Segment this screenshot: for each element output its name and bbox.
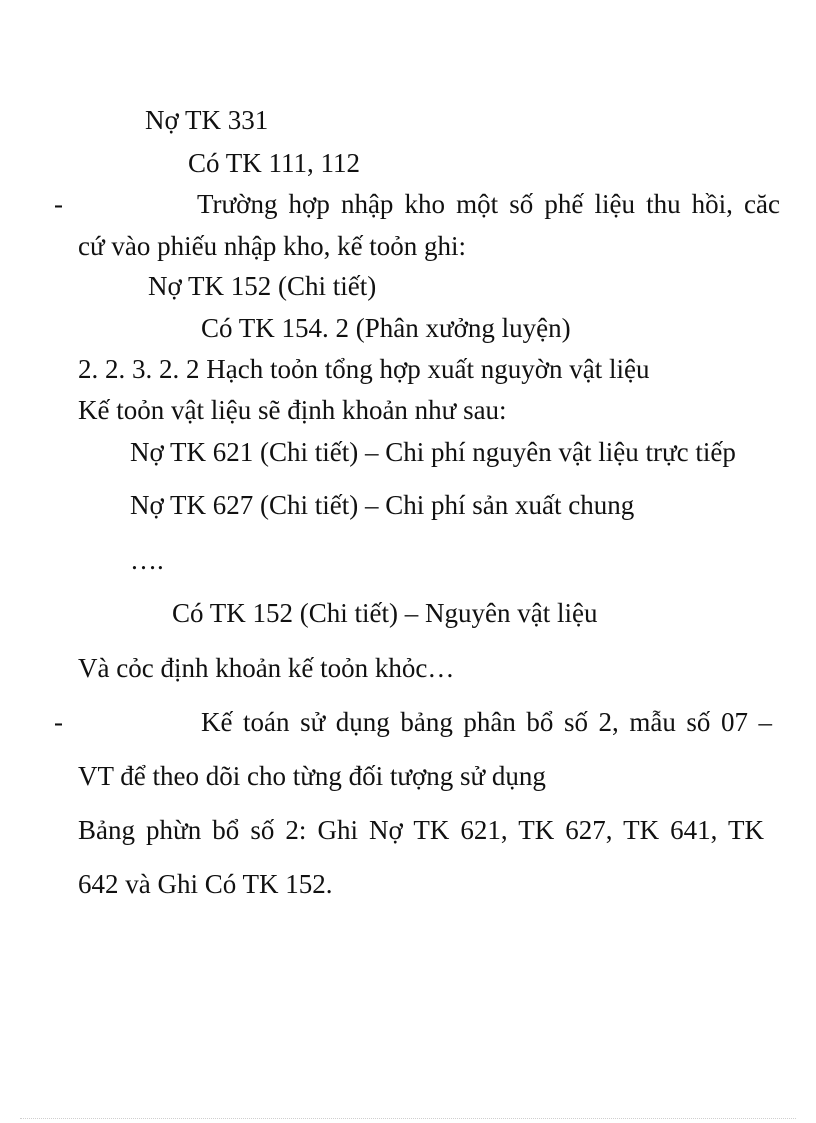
bullet-dash-2: - <box>54 707 63 737</box>
entry-credit-152: Có TK 152 (Chi tiết) – Nguyên vật liệu <box>172 598 598 628</box>
entry-credit-111-112: Có TK 111, 112 <box>188 148 361 178</box>
entry-debit-627: Nợ TK 627 (Chi tiết) – Chi phí sản xuất chung <box>130 490 635 520</box>
page-bottom-divider <box>20 1118 796 1119</box>
bullet-dash: - <box>54 189 63 219</box>
section-heading-2-2-3-2-2: 2. 2. 3. 2. 2 Hạch toỏn tổng hợp xuất nguyờn vật liệu <box>78 354 650 384</box>
paragraph-scrap-receipt: Trường hợp nhập kho một số phế liệu thu hồi, căc <box>197 189 780 219</box>
paragraph-material-entries: Kế toỏn vật liệu sẽ định khoản như sau: <box>78 395 507 425</box>
paragraph-allocation-sheet-cont: 642 và Ghi Có TK 152. <box>78 869 333 899</box>
ellipsis: …. <box>130 545 164 575</box>
paragraph-allocation-sheet: Bảng phừn bổ số 2: Ghi Nợ TK 621, TK 627, TK 641, TK <box>78 815 764 845</box>
paragraph-allocation-table-cont: VT để theo dõi cho từng đối tượng sử dụng <box>78 761 546 791</box>
entry-credit-154-2: Có TK 154. 2 (Phân xưởng luyện) <box>201 313 571 343</box>
paragraph-allocation-table: Kế toán sử dụng bảng phân bổ số 2, mẫu số 07 – <box>201 707 772 737</box>
entry-debit-621: Nợ TK 621 (Chi tiết) – Chi phí nguyên vật liệu trực tiếp <box>130 437 736 467</box>
paragraph-other-entries: Và cỏc định khoản kế toỏn khỏc… <box>78 653 455 683</box>
entry-debit-331: Nợ TK 331 <box>145 105 269 135</box>
paragraph-scrap-receipt-cont: cứ vào phiếu nhập kho, kế toỏn ghi: <box>78 231 467 261</box>
entry-debit-152: Nợ TK 152 (Chi tiết) <box>148 271 377 301</box>
